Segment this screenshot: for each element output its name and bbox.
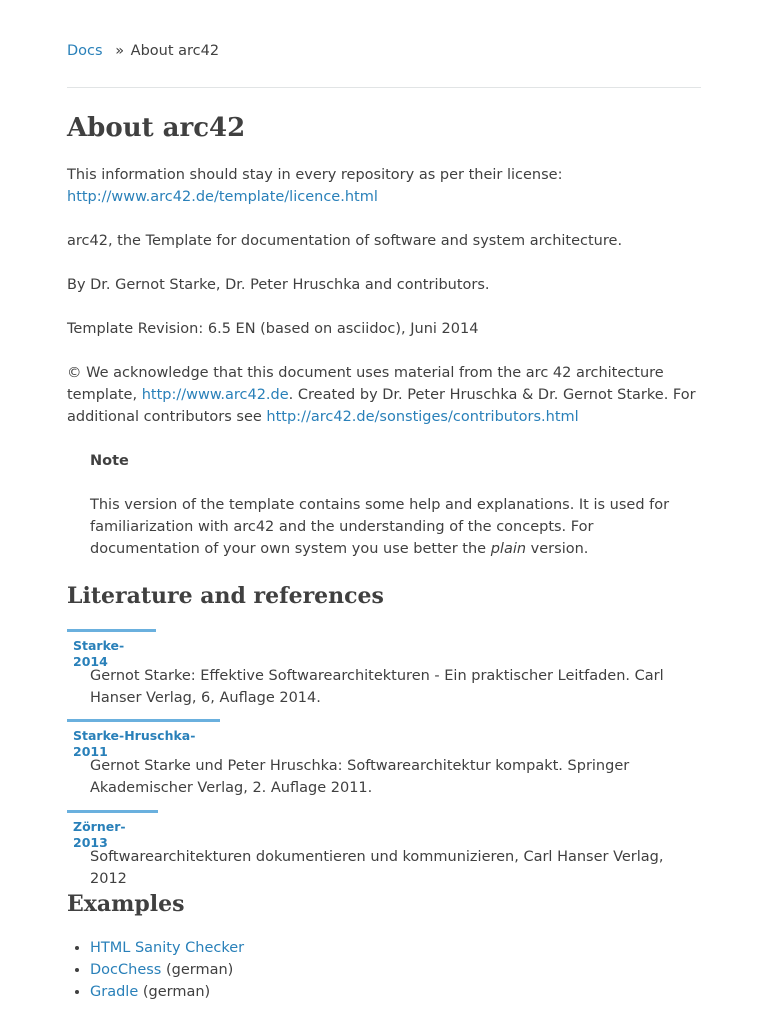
- ref-label-starke-hruschka-2011: Starke-Hruschka-2011: [67, 719, 220, 760]
- ack-mid: . Created by Dr. Peter Hruschka & Dr. Gernot Starke. For additional contributors see: [67, 387, 696, 425]
- list-item: [90, 959, 244, 981]
- example-link-html-sanity-checker[interactable]: HTML Sanity Checker: [90, 940, 245, 956]
- license-text: This information should stay in every repository as per their license:: [67, 167, 563, 183]
- ref-label-zoerner-2013: Zörner-2013: [67, 810, 158, 851]
- literature-heading: Literature and references: [67, 583, 384, 609]
- acknowledgement-paragraph: [67, 362, 701, 428]
- note-text-emph: plain: [490, 541, 527, 557]
- breadcrumb-current: About arc42: [130, 43, 220, 59]
- ref-label-starke-2014: Starke-2014: [67, 629, 156, 670]
- note-admonition: [90, 450, 701, 560]
- note-text: [90, 494, 701, 560]
- license-link[interactable]: http://www.arc42.de/template/licence.html: [67, 189, 378, 205]
- ack-prefix: © We acknowledge that this document uses material from the arc 42 architecture template,: [67, 365, 664, 403]
- header-divider: [67, 87, 701, 88]
- example-link-docchess[interactable]: DocChess: [90, 962, 162, 978]
- examples-heading: Examples: [67, 891, 185, 917]
- page-title: About arc42: [67, 113, 246, 143]
- breadcrumb-separator: »: [115, 43, 125, 59]
- example-link-gradle[interactable]: Gradle: [90, 984, 139, 1000]
- arc42-site-link[interactable]: http://www.arc42.de: [141, 387, 289, 403]
- license-paragraph: [67, 164, 701, 208]
- ref-text-starke-hruschka-2011: Gernot Starke und Peter Hruschka: Softwarearchitektur kompakt. Springer Akademischer Verlag, 2. Auflage 2011.: [90, 758, 630, 796]
- breadcrumb-docs-link[interactable]: Docs: [67, 43, 103, 59]
- breadcrumb: [67, 40, 219, 62]
- example-suffix: (german): [161, 962, 234, 978]
- authors-paragraph: By Dr. Gernot Starke, Dr. Peter Hruschka and contributors.: [67, 277, 490, 293]
- note-title: Note: [90, 453, 129, 469]
- list-item: [90, 981, 244, 1003]
- note-text-before: This version of the template contains some help and explanations. It is used for familiarization with arc42 and the understanding of the concepts. For documentation of your own system you use better the: [90, 497, 670, 557]
- ref-text-starke-2014: Gernot Starke: Effektive Softwarearchitekturen - Ein praktischer Leitfaden. Carl Hanser Verlag, 6, Auflage 2014.: [90, 668, 664, 706]
- ref-text-zoerner-2013: Softwarearchitekturen dokumentieren und kommunizieren, Carl Hanser Verlag, 2012: [90, 849, 664, 887]
- template-description: arc42, the Template for documentation of software and system architecture.: [67, 233, 623, 249]
- contributors-link[interactable]: http://arc42.de/sonstiges/contributors.html: [266, 409, 579, 425]
- examples-list: [67, 937, 244, 1003]
- note-text-after: version.: [530, 541, 589, 557]
- revision-paragraph: Template Revision: 6.5 EN (based on asciidoc), Juni 2014: [67, 321, 479, 337]
- list-item: [90, 937, 244, 959]
- example-suffix: (german): [138, 984, 211, 1000]
